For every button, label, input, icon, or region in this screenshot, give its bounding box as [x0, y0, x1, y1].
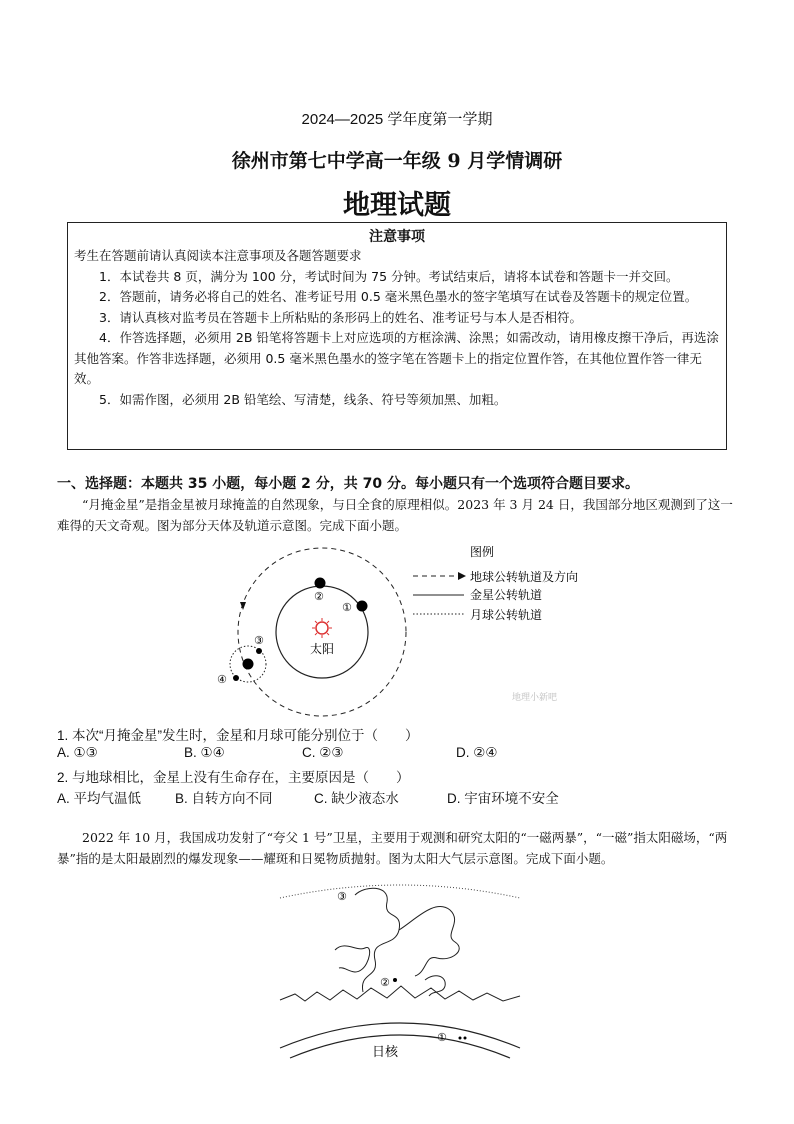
marker-1: ①	[437, 1031, 447, 1044]
notice-item-4: 4．作答选择题，必须用 2B 铅笔将答题卡上对应选项的方框涂满、涂黑；如需改动，请用橡皮擦干净后，再选涂其他答案。作答非选择题，必须用 0.5 毫米黑色墨水的签字笔在答题卡上的指定位置作答，在其他位置作答一律无效。	[74, 330, 719, 386]
moon-position-4	[233, 675, 239, 681]
question-1-stem: 1. 本次“月掩金星”发生时，金星和月球可能分别位于（ ）	[57, 728, 419, 743]
marker-3: ③	[337, 890, 347, 903]
section-heading: 一、选择题：本题共 35 小题，每小题 2 分，共 70 分。每小题只有一个选项符合题目要求。	[57, 476, 639, 492]
earth-icon	[243, 659, 254, 670]
question-2-option-b: B. 自转方向不同	[175, 791, 273, 806]
chromosphere-line	[280, 986, 520, 1001]
legend-venus-orbit: 金星公转轨道	[470, 588, 543, 602]
question-2-option-c: C. 缺少液态水	[314, 791, 399, 806]
core-label: 日核	[372, 1045, 399, 1060]
legend-title: 图例	[470, 545, 495, 559]
notice-intro: 考生在答题前请认真阅读本注意事项及各题答题要求	[74, 248, 362, 263]
venus-position-1	[357, 601, 368, 612]
question-1-option-b: B. ①④	[184, 745, 225, 760]
section2-intro: 2022 年 10 月，我国成功发射了“夸父 1 号”卫星，主要用于观测和研究太阳的“一磁两暴”，“一磁”指太阳磁场，“两暴”指的是太阳最剧烈的爆发现象——耀斑和日冕物质抛射。图为太阳大气层示意图。完成下面小题。	[57, 830, 728, 866]
notice-title: 注意事项	[369, 229, 425, 245]
earth-orbit	[238, 548, 406, 716]
legend-arrow-icon	[458, 572, 466, 580]
marker-1: ①	[342, 601, 352, 614]
marker-4: ④	[217, 673, 227, 686]
question-2-stem: 2. 与地球相比，金星上没有生命存在，主要原因是（ ）	[57, 770, 410, 785]
marker-2-dot	[393, 978, 397, 982]
marker-2: ②	[380, 976, 390, 989]
moon-position-3	[256, 648, 262, 654]
notice-item-5: 5．如需作图，必须用 2B 铅笔绘、写清楚，线条、符号等须加黑、加粗。	[99, 391, 507, 407]
corona-boundary	[280, 885, 520, 898]
exam-term: 2024—2025 学年度第一学期	[301, 111, 493, 128]
question-1-option-d: D. ②④	[456, 745, 498, 760]
question-2-option-a: A. 平均气温低	[57, 791, 142, 806]
marker-3: ③	[254, 634, 264, 647]
notice-item-3: 3．请认真核对监考员在答题卡上所粘贴的条形码上的姓名、准考证号与本人是否相符。	[99, 309, 582, 325]
sun-icon	[312, 618, 332, 638]
watermark: 地理小新吧	[512, 693, 558, 703]
orbit-diagram	[200, 540, 600, 720]
venus-position-2	[315, 578, 326, 589]
question-1-option-c: C. ②③	[302, 745, 344, 760]
marker-2: ②	[314, 590, 324, 603]
notice-item-1: 1．本试卷共 8 页，满分为 100 分，考试时间为 75 分钟。考试结束后，请将本试卷和答题卡一并交回。	[99, 268, 679, 284]
legend-earth-orbit: 地球公转轨道及方向	[470, 570, 579, 584]
notice-box	[67, 222, 727, 450]
prominence-shape	[335, 888, 459, 996]
marker-1-dot-a	[459, 1037, 462, 1040]
solar-atmosphere-diagram	[275, 880, 525, 1065]
sun-label: 太阳	[310, 642, 335, 656]
exam-school-title: 徐州市第七中学高一年级 9 月学情调研	[231, 150, 563, 172]
legend-moon-orbit: 月球公转轨道	[470, 608, 543, 622]
exam-subject-title: 地理试题	[343, 190, 451, 221]
question-1-option-a: A. ①③	[57, 745, 98, 760]
question-2-option-d: D. 宇宙环境不安全	[447, 791, 559, 806]
notice-item-2: 2．答题前，请务必将自己的姓名、准考证号用 0.5 毫米黑色墨水的签字笔填写在试卷及答题卡的规定位置。	[99, 289, 698, 304]
marker-1-dot-b	[464, 1037, 467, 1040]
section1-intro: “月掩金星”是指金星被月球掩盖的自然现象，与日全食的原理相似。2023 年 3 月 24 日，我国部分地区观测到了这一难得的天文奇观。图为部分天体及轨道示意图。完成下面小题。	[57, 497, 733, 533]
photosphere-inner	[290, 1035, 510, 1058]
direction-arrow-icon	[240, 602, 246, 610]
